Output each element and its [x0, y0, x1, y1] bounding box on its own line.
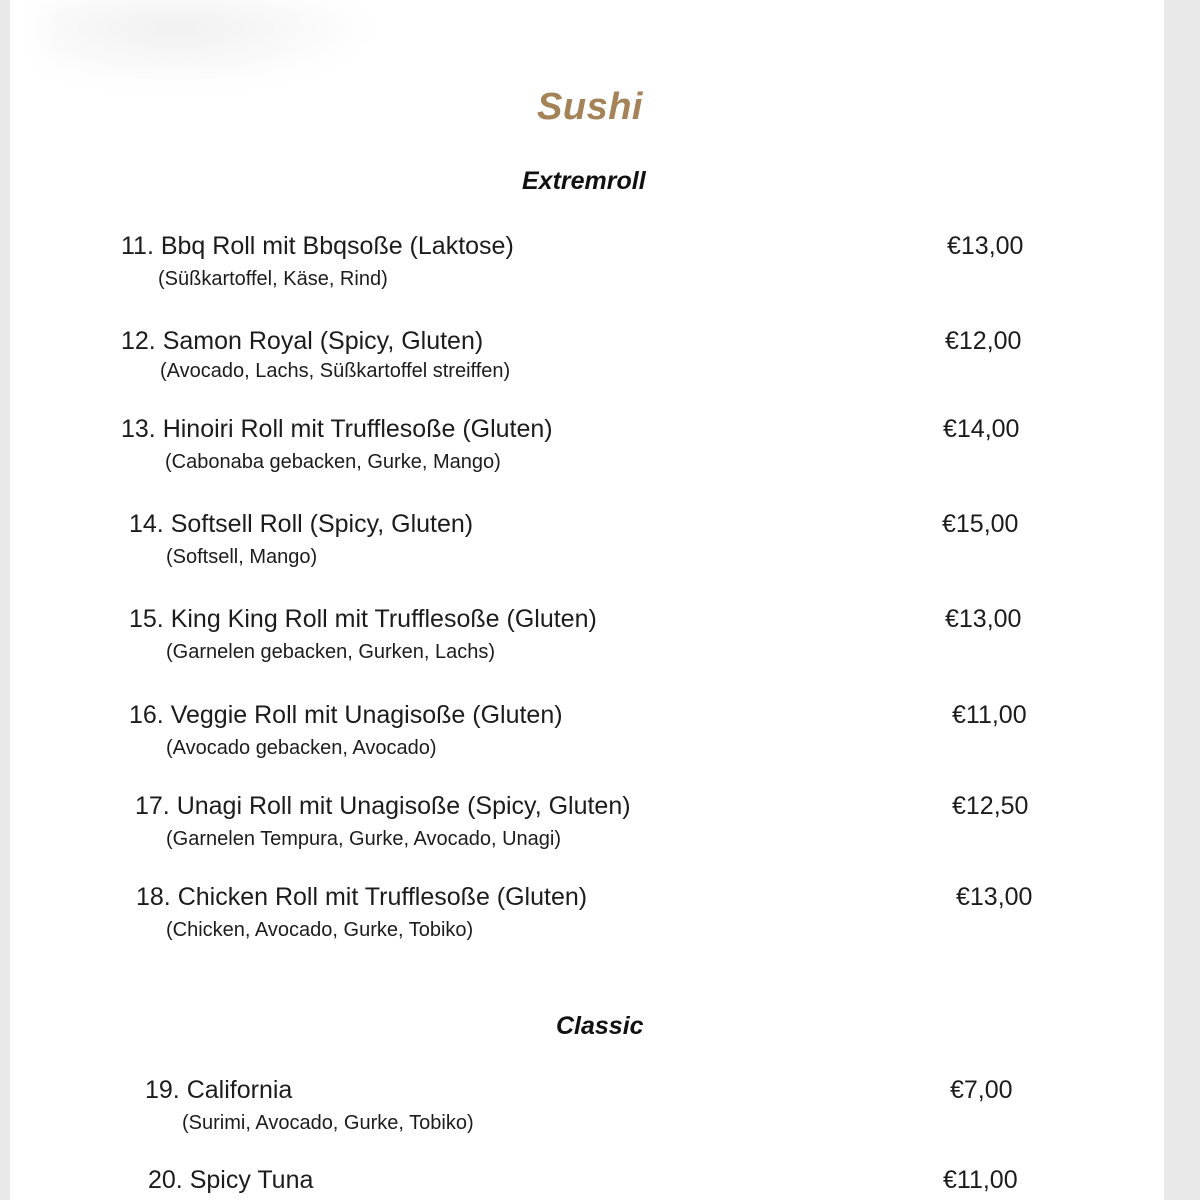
item-description: (Cabonaba gebacken, Gurke, Mango)	[165, 451, 501, 473]
item-price: €14,00	[943, 415, 1020, 443]
item-name: 16. Veggie Roll mit Unagisoße (Gluten)	[129, 701, 563, 729]
item-price: €11,00	[943, 1166, 1018, 1194]
page-shadow	[40, 0, 380, 90]
item-description: (Süßkartoffel, Käse, Rind)	[158, 268, 388, 290]
item-name: 18. Chicken Roll mit Trufflesoße (Gluten)	[136, 883, 588, 911]
item-name: 14. Softsell Roll (Spicy, Gluten)	[129, 510, 474, 538]
item-name: 12. Samon Royal (Spicy, Gluten)	[121, 327, 484, 355]
item-price: €15,00	[942, 510, 1019, 538]
item-price: €13,00	[947, 232, 1024, 260]
item-description: (Avocado, Lachs, Süßkartoffel streiffen)	[160, 360, 511, 382]
menu-title: Sushi	[537, 86, 643, 128]
item-name: 13. Hinoiri Roll mit Trufflesoße (Gluten)	[121, 415, 553, 443]
item-name: 11. Bbq Roll mit Bbqsoße (Laktose)	[121, 232, 514, 260]
item-price: €12,50	[952, 792, 1029, 820]
item-price: €12,00	[945, 327, 1022, 355]
item-price: €13,00	[945, 605, 1022, 633]
section-title-extremroll: Extremroll	[522, 167, 646, 195]
item-description: (Surimi, Avocado, Gurke, Tobiko)	[182, 1112, 474, 1134]
item-description: (Garnelen gebacken, Gurken, Lachs)	[166, 641, 496, 663]
item-name: 15. King King Roll mit Trufflesoße (Gluten)	[129, 605, 597, 633]
item-name: 19. California	[145, 1076, 293, 1104]
item-price: €11,00	[952, 701, 1027, 729]
section-title-classic: Classic	[556, 1012, 644, 1040]
item-description: (Softsell, Mango)	[166, 546, 318, 568]
item-name: 20. Spicy Tuna	[148, 1166, 314, 1194]
item-description: (Garnelen Tempura, Gurke, Avocado, Unagi)	[166, 828, 562, 850]
item-description: (Avocado gebacken, Avocado)	[166, 737, 437, 759]
item-name: 17. Unagi Roll mit Unagisoße (Spicy, Gluten)	[135, 792, 631, 820]
item-description: (Chicken, Avocado, Gurke, Tobiko)	[166, 919, 474, 941]
item-price: €13,00	[956, 883, 1033, 911]
item-price: €7,00	[950, 1076, 1013, 1104]
